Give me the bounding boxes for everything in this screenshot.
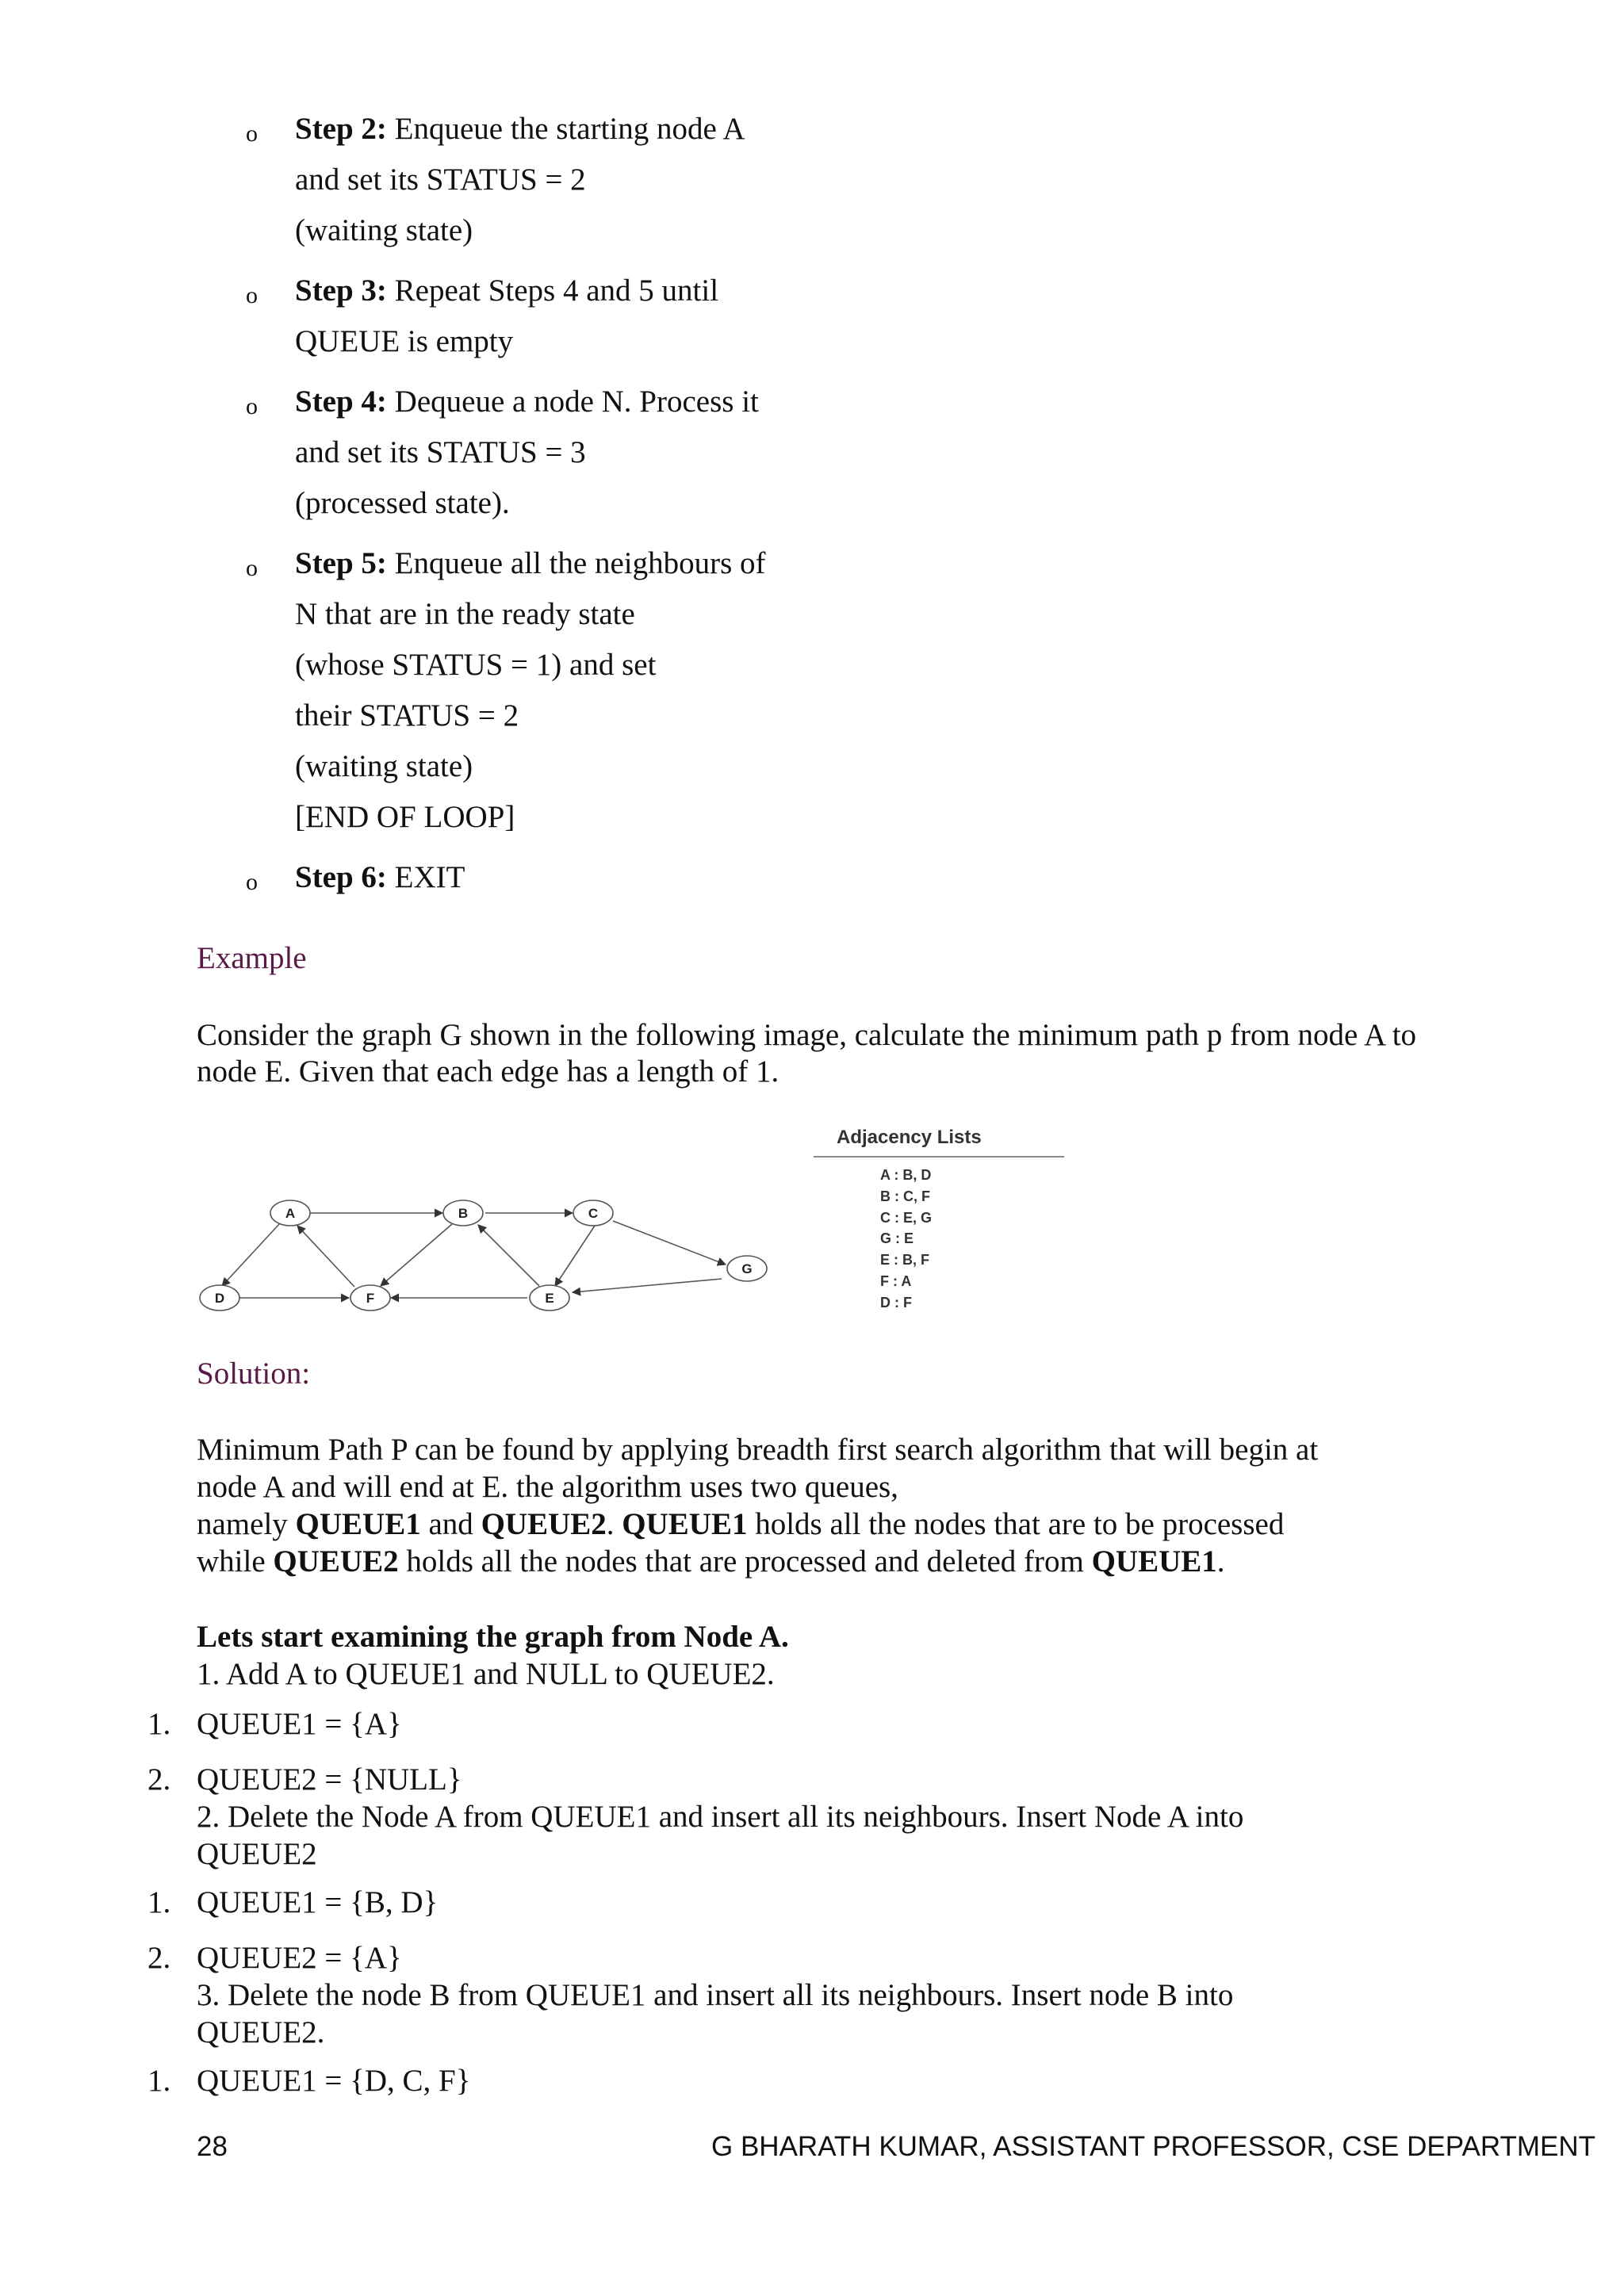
example-text: Consider the graph G shown in the following image, calculate the minimum path p from node A to node E. Given that each edge has a length of 1. xyxy=(197,1018,1417,1089)
bullet-marker: o xyxy=(246,282,258,308)
bullet-marker: o xyxy=(246,869,258,895)
examine-heading xyxy=(197,1619,789,1655)
step-text: (whose STATUS = 1) and set xyxy=(295,648,657,682)
edge-a-d xyxy=(222,1223,280,1286)
examine-step-1: 1. Add A to QUEUE1 and NULL to QUEUE2. xyxy=(197,1657,775,1691)
step-text: N that are in the ready state xyxy=(295,597,635,631)
adjacency-entry: B : C, F xyxy=(880,1188,930,1204)
step-text: (waiting state) xyxy=(295,213,473,247)
graph-node-label: D xyxy=(214,1291,225,1306)
step-text: [END OF LOOP] xyxy=(295,800,515,834)
step-3 xyxy=(295,273,718,309)
adjacency-entry: E : B, F xyxy=(880,1252,929,1268)
edge-e-b xyxy=(478,1225,539,1286)
solution-term: QUEUE2 xyxy=(273,1544,399,1578)
step-text: Repeat Steps 4 and 5 until xyxy=(394,274,719,308)
examine-step-3: QUEUE2. xyxy=(197,2015,325,2049)
list-number: 2. xyxy=(147,1762,171,1797)
list-number: 2. xyxy=(147,1941,171,1975)
graph-node-label: A xyxy=(285,1206,296,1221)
adjacency-entry: C : E, G xyxy=(880,1210,933,1226)
solution-line: Minimum Path P can be found by applying breadth first search algorithm that will begin at xyxy=(197,1433,1319,1467)
solution-text: . xyxy=(1216,1544,1225,1578)
step-2 xyxy=(295,111,745,147)
list-number: 1. xyxy=(147,2064,171,2098)
queue-state: QUEUE2 = {A} xyxy=(197,1941,402,1975)
step-label: Step 6: xyxy=(295,860,387,894)
solution-term: QUEUE2 xyxy=(481,1507,607,1541)
graph-node-label: B xyxy=(458,1206,469,1221)
queue-state: QUEUE1 = {D, C, F} xyxy=(197,2064,471,2098)
list-number: 1. xyxy=(147,1885,171,1919)
edge-f-a xyxy=(297,1226,354,1287)
solution-heading: Solution: xyxy=(197,1357,311,1391)
edge-c-g xyxy=(613,1221,726,1265)
edge-b-f xyxy=(381,1224,452,1286)
step-4 xyxy=(295,384,759,420)
step-5 xyxy=(295,545,766,582)
adjacency-entry: A : B, D xyxy=(880,1167,932,1183)
solution-text: holds all the nodes that are to be processed xyxy=(747,1507,1285,1541)
examine-step-3: 3. Delete the node B from QUEUE1 and insert all its neighbours. Insert node B into xyxy=(197,1978,1234,2012)
bullet-marker: o xyxy=(246,555,258,581)
list-number: 1. xyxy=(147,1707,171,1741)
examine-step-2: QUEUE2 xyxy=(197,1837,317,1871)
solution-text: holds all the nodes that are processed and deleted from xyxy=(398,1544,1092,1578)
adjacency-title: Adjacency Lists xyxy=(837,1127,982,1148)
adjacency-entry: D : F xyxy=(880,1295,912,1311)
solution-text: . xyxy=(606,1507,622,1541)
bullet-marker: o xyxy=(246,121,258,147)
graph-node-label: E xyxy=(545,1291,554,1306)
page-number: 28 xyxy=(197,2131,228,2162)
adjacency-entry: F : A xyxy=(880,1273,912,1289)
step-text: (processed state). xyxy=(295,486,510,520)
solution-term: QUEUE1 xyxy=(622,1507,748,1541)
graph-node-label: G xyxy=(741,1261,753,1276)
adjacency-entry: G : E xyxy=(880,1230,914,1246)
graph-node-label: F xyxy=(366,1291,375,1306)
solution-line xyxy=(197,1506,1284,1543)
step-text: Dequeue a node N. Process it xyxy=(394,385,759,419)
queue-state: QUEUE1 = {A} xyxy=(197,1707,402,1741)
queue-state: QUEUE1 = {B, D} xyxy=(197,1885,439,1919)
graph-figure xyxy=(190,1110,1102,1324)
step-text: Enqueue the starting node A xyxy=(394,112,745,146)
solution-text: and xyxy=(420,1507,481,1541)
step-label: Step 2: xyxy=(295,112,387,146)
examine-step-2: 2. Delete the Node A from QUEUE1 and insert all its neighbours. Insert Node A into xyxy=(197,1800,1244,1834)
bullet-marker: o xyxy=(246,393,258,419)
step-text: EXIT xyxy=(394,860,465,894)
step-label: Step 5: xyxy=(295,546,387,580)
step-text: QUEUE is empty xyxy=(295,324,514,358)
example-heading: Example xyxy=(197,941,307,975)
footer-author: G BHARATH KUMAR, ASSISTANT PROFESSOR, CSE DEPARTMENT xyxy=(711,2131,1595,2162)
edge-g-e xyxy=(573,1279,722,1292)
graph-node-label: C xyxy=(588,1206,599,1221)
solution-line: node A and will end at E. the algorithm uses two queues, xyxy=(197,1470,898,1504)
solution-term: QUEUE1 xyxy=(295,1507,421,1541)
solution-text: namely xyxy=(197,1507,296,1541)
step-text: and set its STATUS = 3 xyxy=(295,435,586,469)
step-label: Step 3: xyxy=(295,274,387,308)
step-label: Step 4: xyxy=(295,385,387,419)
solution-line xyxy=(197,1544,1225,1580)
examine-heading-text: Lets start examining the graph from Node A. xyxy=(197,1620,789,1654)
edge-c-e xyxy=(555,1226,595,1286)
step-text: and set its STATUS = 2 xyxy=(295,163,586,197)
queue-state: QUEUE2 = {NULL} xyxy=(197,1762,462,1797)
solution-text: while xyxy=(197,1544,274,1578)
step-text: Enqueue all the neighbours of xyxy=(394,546,766,580)
step-text: (waiting state) xyxy=(295,749,473,783)
step-text: their STATUS = 2 xyxy=(295,698,519,733)
step-6 xyxy=(295,859,465,896)
solution-term: QUEUE1 xyxy=(1091,1544,1217,1578)
